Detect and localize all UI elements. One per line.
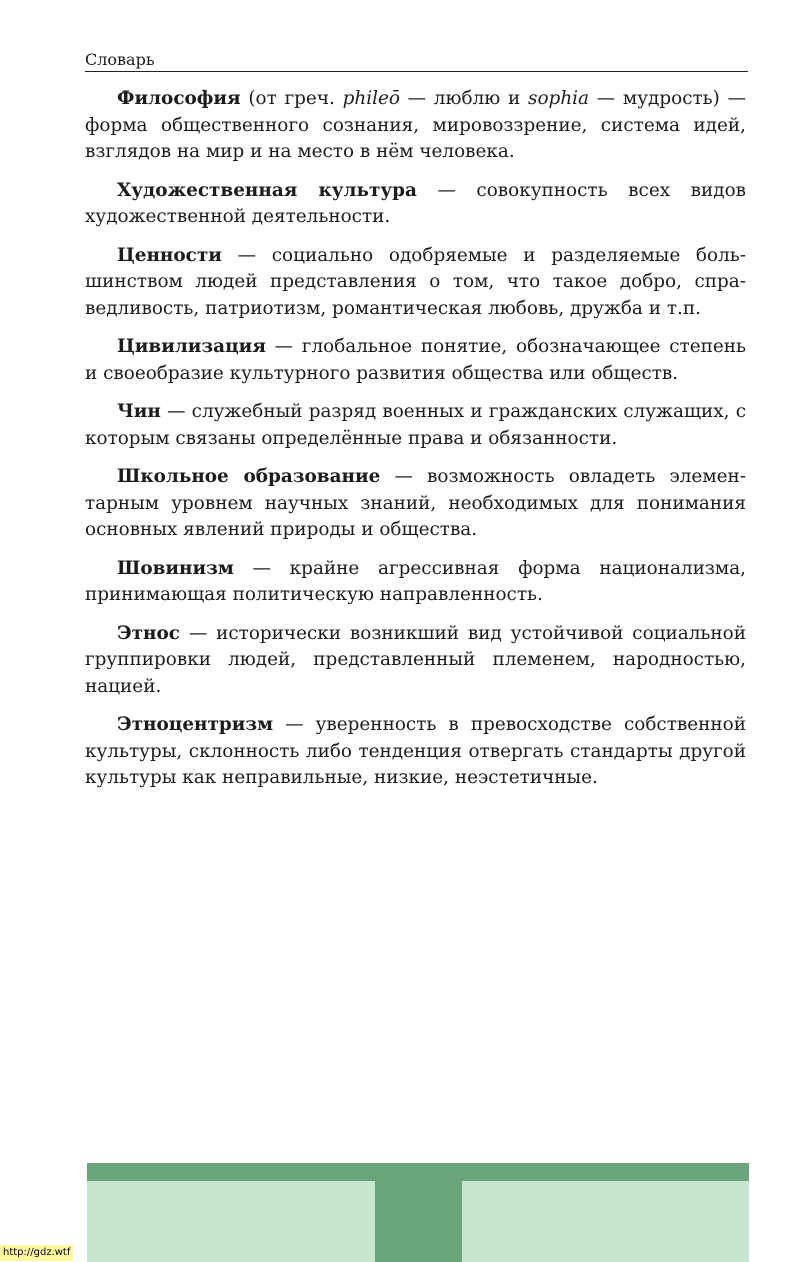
entry-text: (от греч. [240,88,343,109]
glossary-term: Этноцентризм [117,714,274,735]
entry-definition: — возможность овладеть элементарным уровнем научных знаний, необходимых для понимания основных явлений природы и общества. [85,466,746,540]
entry-definition: — служебный разряд военных и гражданских служащих, с которым связаны определённые права и обязанности. [85,401,746,449]
entry-definition: — исторически возникший вид устойчивой социальной группировки людей, представленный племенем, народностью, нацией. [85,622,746,697]
footer-decor-right-panel [462,1181,749,1262]
entry-definition: — социально одобряемые и разделяемые большинством людей представления о том, что такое добро, справедливость, патриотизм, романтическая любовь, дружба и т.п. [85,244,746,319]
glossary-entry-school-education [85,464,746,544]
entry-definition: — глобальное понятие, обозначающее степень и своеобразие культурного развития общества или обществ. [85,336,746,384]
running-header-title: Словарь [85,50,155,69]
page-header [85,48,748,72]
glossary-entry-civilization [85,334,746,387]
footer-decor-center-bar [375,1181,462,1262]
entry-definition: — уверенность в превосходстве собственной культуры, склонность либо тенденция отвергать стандарты другой культуры как неправильные, низкие, неэстетичные. [85,714,746,788]
glossary-content [85,86,746,804]
glossary-term: Философия [117,88,241,109]
glossary-term: Цивилизация [117,336,266,357]
glossary-entry-philosophy [85,86,746,166]
entry-text: — мудрость) — форма общественного сознания, мировоззрение, система идей, взглядов на мир и на место в нём человека. [85,88,746,162]
entry-definition: — совокупность всех видов художественной деятельности. [85,179,746,227]
glossary-entry-ethnos [85,621,746,701]
entry-definition: — крайне агрессивная форма национализма, принимающая политическую направленность. [85,557,746,605]
glossary-entry-art-culture [85,178,746,231]
glossary-entry-values [85,243,746,323]
glossary-term: Этнос [117,622,180,644]
entry-text: — люблю и [399,88,529,109]
glossary-term: Ценности [117,244,222,266]
source-watermark: http://gdz.wtf [0,1245,73,1261]
glossary-term: Шовинизм [117,557,234,579]
entry-foreign-word: phileō [342,88,400,109]
glossary-term: Чин [117,401,161,422]
glossary-entry-ethnocentrism [85,712,746,792]
entry-foreign-word: sophia [528,88,590,109]
glossary-term: Школьное образование [117,466,381,487]
glossary-entry-rank [85,399,746,452]
glossary-term: Художественная культура [117,179,417,201]
glossary-entry-chauvinism [85,556,746,609]
footer-decor-left-panel [87,1181,375,1262]
footer-decor-band [87,1163,749,1181]
